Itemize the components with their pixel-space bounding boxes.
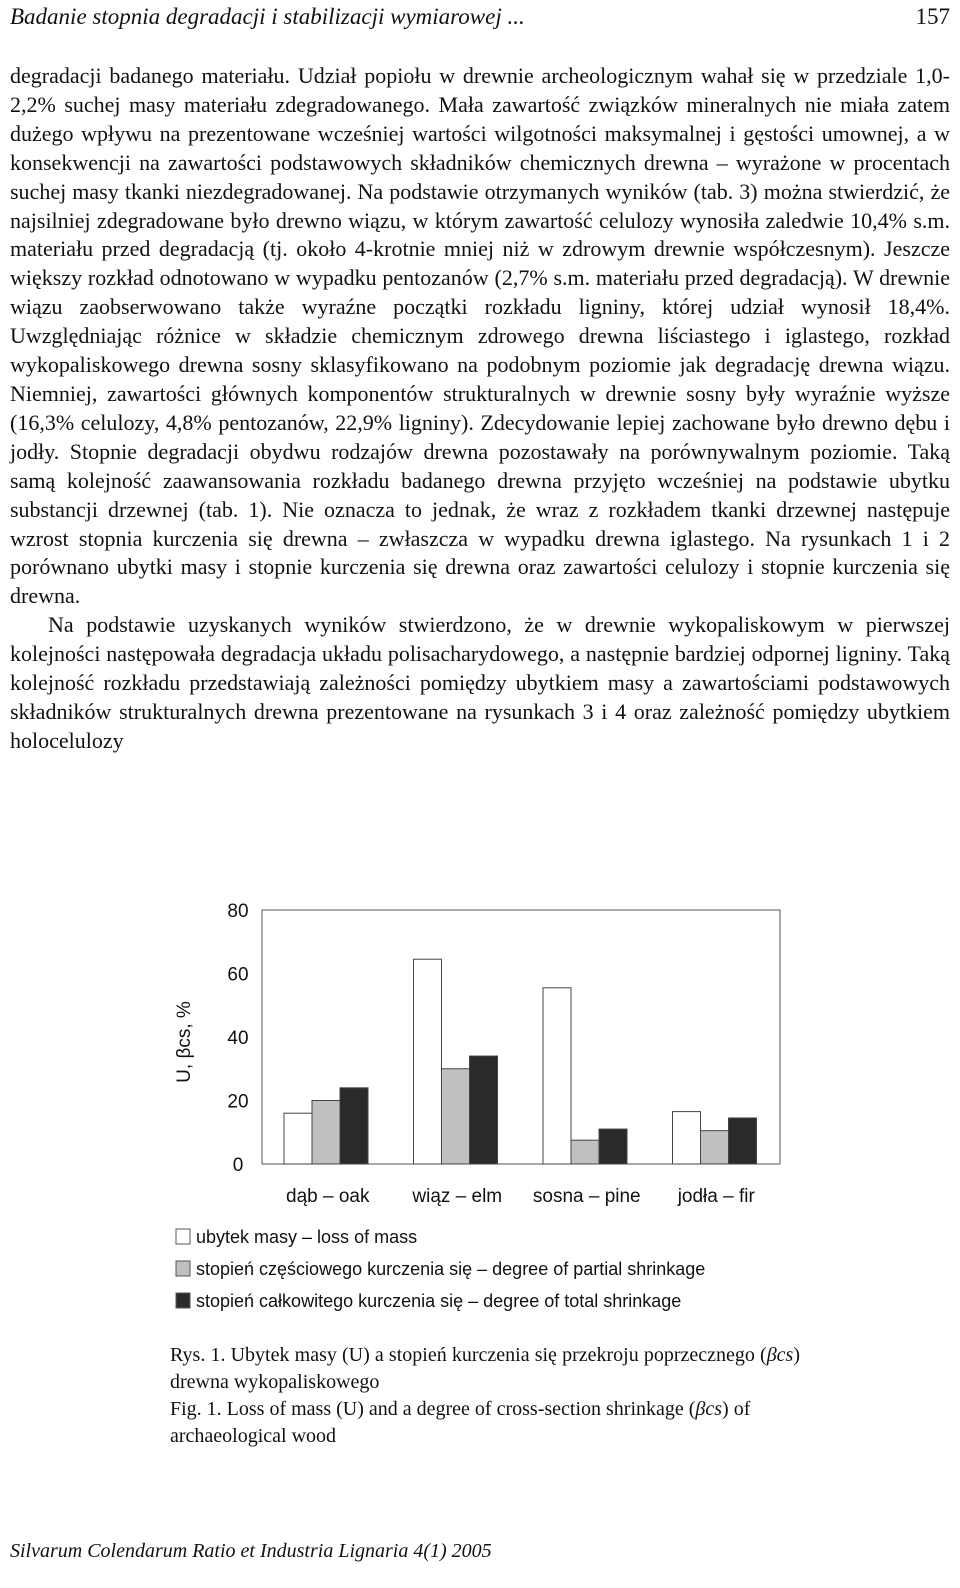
figure-1 <box>0 892 960 1332</box>
y-axis-label: U, βcs, % <box>174 1001 195 1083</box>
y-tick-label: 60 <box>227 964 249 986</box>
legend-label: stopień częściowego kurczenia się – degree of partial shrinkage <box>196 1259 706 1279</box>
legend-swatch <box>176 1229 190 1244</box>
bar <box>571 1140 599 1164</box>
bar <box>729 1118 757 1164</box>
bar <box>470 1056 498 1164</box>
page-number: 157 <box>915 4 950 29</box>
x-tick-label: dąb – oak <box>286 1186 370 1207</box>
journal-footer: Silvarum Colendarum Ratio et Industria Lignaria 4(1) 2005 <box>10 1540 492 1562</box>
x-tick-label: sosna – pine <box>532 1186 641 1207</box>
legend-swatch <box>176 1261 190 1276</box>
legend-swatch <box>176 1293 190 1308</box>
y-tick-label: 80 <box>227 901 249 922</box>
legend-label: ubytek masy – loss of mass <box>196 1227 418 1247</box>
bar <box>543 988 571 1164</box>
figure-caption <box>170 1342 800 1450</box>
bar <box>701 1131 729 1164</box>
y-tick-label: 20 <box>227 1091 249 1113</box>
bar <box>284 1113 312 1164</box>
bar <box>599 1129 627 1164</box>
bar <box>312 1101 340 1165</box>
paragraph-1: degradacji badanego materiału. Udział popiołu w drewnie archeologicznym wahał się w przedziale 1,0-2,2% suchej masy materiału zdegradowanego. Mała zawartość związków mineralnych nie miała zatem dużego wpływu na prezentowane wcześniej wartości wilgotności maksymalnej i gęstości umownej, a w konsekwencji na zawartości podstawowych składników chemicznych drewna – wyrażone w procentach suchej masy tkanki niezdegradowanej. Na podstawie otrzymanych wyników (tab. 3) można stwierdzić, że najsilniej zdegradowane było drewno wiązu, w którym zawartość celulozy wynosiła zaledwie 10,4% s.m. materiału przed degradacją (tj. około 4-krotnie mniej niż w zdrowym drewnie współczesnym). Jeszcze większy rozkład odnotowano w wypadku pentozanów (2,7% s.m. materiału przed degradacją). W drewnie wiązu zaobserwowano także wyraźne początki rozkładu ligniny, której udział wynosił 18,4%. Uwzględniając różnice w składzie chemicznym zdrowego drewna liściastego i iglastego, rozkład wykopaliskowego drewna sosny sklasyfikowano na podobnym poziomie jak degradację drewna wiązu. Niemniej, zawartości głównych komponentów strukturalnych w drewnie sosny były wyraźnie wyższe (16,3% celulozy, 4,8% pentozanów, 22,9% ligniny). Zdecydowanie lepiej zachowane było drewno dębu i jodły. Stopnie degradacji obydwu rodzajów drewna pozostawały na porównywalnym poziomie. Taką samą kolejność zaawansowania rozkładu badanego drewna przyjęto wcześniej na podstawie ubytku substancji drzewnej (tab. 1). Nie oznacza to jednak, że wraz z rozkładem tkanki drzewnej następuje wzrost stopnia kurczenia się drewna – zwłaszcza w wypadku drewna iglastego. Na rysunkach 1 i 2 porównano ubytki masy i stopnie kurczenia się drewna oraz zawartości celulozy i stopnie kurczenia się drewna. <box>10 63 950 609</box>
paragraph-2: Na podstawie uzyskanych wyników stwierdzono, że w drewnie wykopaliskowym w pierwszej kolejności następowała degradacja układu polisacharydowego, a następnie bardziej odpornej ligniny. Taką kolejność rozkładu przedstawiają zależności pomiędzy ubytkiem masy a zawartościami podstawowych składników strukturalnych drewna prezentowane na rysunkach 3 i 4 oraz zależność pomiędzy ubytkiem holocelulozy <box>10 612 950 753</box>
x-tick-label: jodła – fir <box>677 1186 755 1207</box>
bar <box>340 1088 368 1164</box>
caption-english: Fig. 1. Loss of mass (U) and a degree of cross-section shrinkage (βcs) of archaeological wood <box>170 1398 751 1447</box>
bar-chart <box>0 892 960 1332</box>
running-title: Badanie stopnia degradacji i stabilizacji wymiarowej ... <box>10 4 525 29</box>
y-tick-label: 0 <box>232 1155 244 1176</box>
body-text <box>10 62 950 756</box>
caption-polish: Rys. 1. Ubytek masy (U) a stopień kurczenia się przekroju poprzecznego (βcs) drewna wykopaliskowego <box>170 1344 800 1393</box>
y-tick-label: 40 <box>227 1028 249 1049</box>
legend-label: stopień całkowitego kurczenia się – degree of total shrinkage <box>196 1291 682 1311</box>
bar <box>442 1069 470 1164</box>
running-header <box>10 4 950 38</box>
bar <box>673 1112 701 1164</box>
bar <box>414 959 442 1164</box>
x-tick-label: wiąz – elm <box>412 1186 503 1207</box>
